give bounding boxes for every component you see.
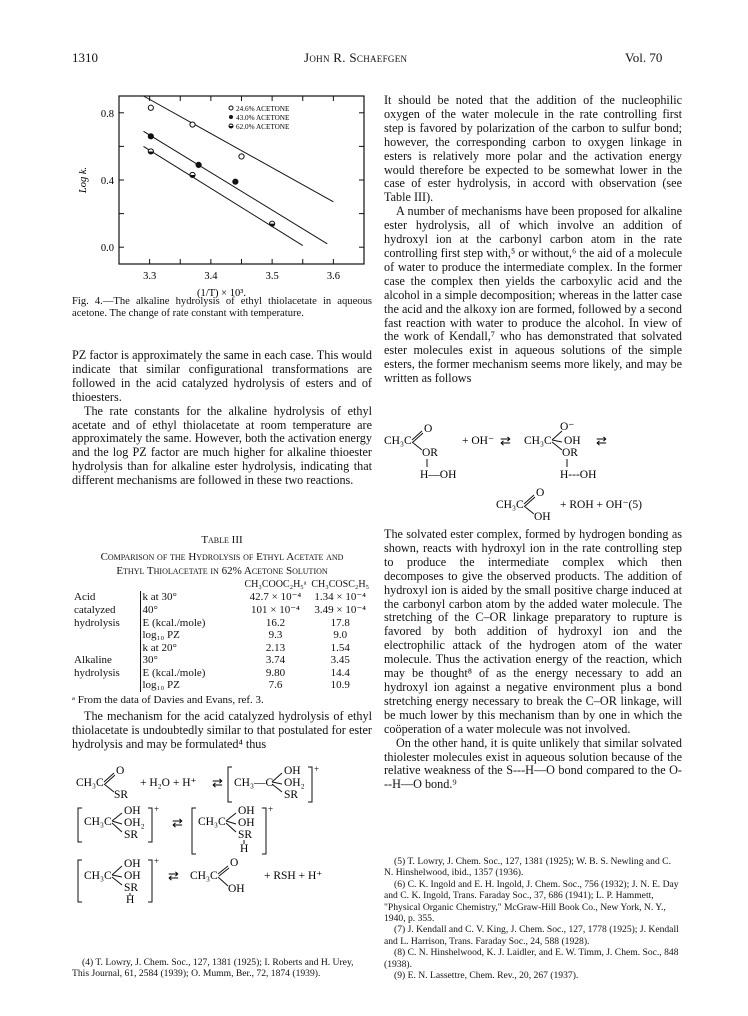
table-row (72, 679, 372, 692)
left-paragraph-1: PZ factor is approximately the same in each case. This would indicate that similar configurational transformations are followed in the acid catalyzed hydrolysis of esters and of thioesters. (72, 348, 372, 404)
table-cell: log₁₀ PZ (140, 679, 242, 692)
table-3 (72, 534, 372, 708)
scheme-text: + RSH + H⁺ (264, 870, 323, 882)
svg-text:⇄: ⇄ (596, 433, 607, 448)
volume-label: Vol. 70 (625, 50, 663, 65)
table-cell: 3.49 × 10⁻⁴ (314, 603, 367, 616)
scheme-text: OH (124, 805, 141, 817)
scheme-text: OR (422, 447, 438, 459)
scheme-text: CH₃C (76, 777, 104, 789)
scheme-text: OH (124, 870, 141, 882)
scheme-text: OH (124, 858, 141, 870)
svg-text:⇄: ⇄ (168, 868, 179, 883)
table-footnote: ᵃ From the data of Davies and Evans, ref. 3. (72, 694, 264, 707)
scheme-text: OH₂ (124, 817, 145, 829)
alkaline-mechanism-scheme (384, 422, 682, 522)
footnote: (9) E. N. Lassettre, Chem. Rev., 20, 267 (1937). (394, 970, 579, 982)
legend-label: 24.6% ACETONE (236, 105, 290, 113)
page-number: 1310 (72, 50, 98, 65)
scheme-text: CH₃C (524, 435, 552, 447)
footnote: (8) C. N. Hinshelwood, K. J. Laidler, and E. W. Timm, J. Chem. Soc., 848 (1938). (384, 947, 679, 970)
table-row (72, 629, 372, 642)
acid-mechanism-scheme (72, 762, 372, 904)
table-cell: 9.80 (265, 666, 286, 679)
table-cell: 101 × 10⁻⁴ (251, 603, 300, 616)
table-cell: 17.8 (330, 616, 350, 629)
svg-text:+: + (154, 856, 160, 866)
right-paragraph-3: The solvated ester complex, formed by hydrogen bonding as shown, reacts with hydroxyl ion in the rate controlling step to produce the intermediate complex which then decomposes to give the observed products. The addition of hydroxyl ion is aided by the small positive charge induced at the carbonyl carbon atom by the added water molecule. The stretching of the C–OR linkage preparatory to rupture is favored by both addition of hydroxyl ion and the electrophilic attack of the hydrogen atom of the water molecule. Thus the activation energy of the reaction, which may be thought⁸ of as the energy necessary to add an hydroxyl ion against a negative environment plus a bond stretching energy necessary to break the C–OR linkage, will be much lower by this mechanism than by one in which the coöperation of a water molecule was not involved. (384, 527, 682, 736)
scheme-text: SR (114, 789, 129, 801)
left-column-text (72, 349, 372, 488)
table-cell: 1.54 (330, 641, 350, 654)
right-paragraph-2: A number of mechanisms have been proposed for alkaline ester hydrolysis, all of which involve an addition of hydroxyl ion at the carbonyl carbon atom in the rate controlling first step with,⁵ or without,⁶ the aid of a molecule of water to produce the intermediate complex. In the former case the complex then yields the carboxylic acid and the alcohol in a simple decomposition; whereas in the latter case the acid and the alkoxy ion are formed, followed by a second fast reaction with water to produce the alcohol. In view of the work of Kendall,⁷ who has demonstrated that solvated ester molecules exist in aqueous solutions of the simple esters, the former mechanism seems more likely, and may be written as follows (384, 204, 682, 386)
table-cell (72, 629, 140, 642)
table-cell: Acid (74, 591, 96, 604)
table-cell: k at 20° (140, 642, 242, 655)
table-cell: E (kcal./mole) (140, 617, 242, 630)
table-row (72, 654, 372, 667)
scheme-text: + H₂O + H⁺ (140, 777, 197, 789)
table-cell: k at 30° (140, 591, 242, 604)
x-tick-label: 3.5 (265, 271, 279, 282)
scheme-text: CH₃—C (234, 777, 274, 789)
svg-text:⇄: ⇄ (500, 433, 511, 448)
scheme-text: + ROH + OH⁻(5) (560, 499, 642, 511)
x-axis-label: (1/T) × 10³. (196, 288, 247, 299)
table-row (72, 667, 372, 680)
table-title-line-2: Ethyl Thiolacetate in 62% Acetone Solution (116, 564, 328, 577)
table-cell (72, 679, 140, 692)
footnote: (5) T. Lowry, J. Chem. Soc., 127, 1381 (1925); W. B. S. Newling and C. N. Hinshelwood, ibid., 1357 (1936). (384, 856, 671, 879)
scheme-text: CH₃C (84, 816, 112, 828)
scheme-text: SR (284, 789, 299, 801)
legend-label: 62.0% ACETONE (236, 123, 290, 131)
scheme-text: H---OH (560, 469, 597, 481)
scheme-text: CH₃C (496, 499, 524, 511)
table-cell: 16.2 (265, 616, 286, 629)
table-row (72, 617, 372, 630)
legend-label: 43.0% ACETONE (236, 114, 290, 122)
footnote: (6) C. K. Ingold and E. H. Ingold, J. Chem. Soc., 756 (1932); J. N. E. Day and C. K. Ingold, Trans. Faraday Soc., 37, 686 (1941); L. P. Hammett, "Physical Organic Chemistry," McGraw-Hill Book Co., New York, N. Y., 1940, p. 355. (384, 878, 679, 925)
svg-text:⇄: ⇄ (212, 775, 223, 790)
table-cell: hydrolysis (74, 666, 120, 679)
svg-text:+: + (154, 804, 160, 814)
scheme-text: H (240, 843, 249, 855)
scheme-text: OH (228, 883, 245, 895)
running-author: John R. Schaefgen (304, 50, 408, 65)
scheme-text: SR (238, 829, 253, 841)
table-cell: catalyzed (74, 603, 116, 616)
table-cell: 14.4 (330, 666, 350, 679)
scheme-text: CH₃C (384, 435, 412, 447)
table-cell: 30° (140, 654, 242, 667)
scheme-text: OH (284, 765, 301, 777)
table-cell: log₁₀ PZ (140, 629, 242, 642)
table-cell: 42.7 × 10⁻⁴ (249, 591, 302, 604)
scheme-text: OH (238, 805, 255, 817)
left-paragraph-3: The mechanism for the acid catalyzed hydrolysis of ethyl thiolacetate is undoubtedly similar to that postulated for ester hydrolysis and may be formulated⁴ thus (72, 709, 372, 751)
scheme-text: OH (564, 435, 581, 447)
data-point (233, 179, 238, 184)
scheme-text: O⁻ (560, 422, 575, 433)
table-cell: 9.3 (268, 629, 283, 642)
data-point (190, 122, 195, 127)
right-column-text (384, 94, 682, 386)
table-cell: E (kcal./mole) (140, 667, 242, 680)
table-label: Table III (201, 534, 243, 546)
table-cell: 3.74 (265, 654, 286, 667)
data-point (239, 154, 244, 159)
figure-4-plot (72, 86, 372, 301)
y-tick-label: 0.0 (100, 243, 114, 255)
fit-line (144, 146, 303, 245)
scheme-text: OH₂ (284, 777, 305, 789)
table-cell: 40° (140, 604, 242, 617)
scheme-text: SR (124, 829, 139, 841)
table-title-line-1: Comparison of the Hydrolysis of Ethyl Acetate and (100, 550, 344, 563)
footnote: (7) J. Kendall and C. V. King, J. Chem. Soc., 127, 1778 (1925); J. Kendall and L. Harrison, Trans. Faraday Soc., 24, 588 (1928). (384, 924, 679, 947)
fit-line (144, 131, 328, 244)
x-tick-label: 3.4 (204, 271, 218, 282)
table-cell: 10.9 (330, 679, 350, 692)
scheme-text: OH (534, 511, 551, 522)
y-tick-label: 0.8 (100, 108, 114, 120)
scheme-text: O (536, 487, 545, 499)
legend-marker (229, 106, 233, 110)
table-cell (72, 642, 140, 655)
table-body (72, 579, 372, 692)
y-axis-label: Log k. (78, 166, 89, 194)
scheme-text: OH (238, 817, 255, 829)
data-point (148, 134, 153, 139)
scheme-text: H—OH (420, 469, 457, 481)
x-tick-label: 3.6 (326, 271, 340, 282)
left-column-text-2 (72, 710, 372, 752)
table-row (72, 642, 372, 655)
left-paragraph-2: The rate constants for the alkaline hydrolysis of ethyl acetate and of ethyl thiolacetate at room temperature are approximately the same. However, both the activation energy and the log PZ factor are much higher for alkaline thioester hydrolysis than for alkaline ester hydrolysis, indicating that different mechanisms are followed in these two reactions. (72, 403, 372, 488)
table-col-header: CH₃COOC₂H₅ᵃ (244, 578, 307, 590)
scheme-text: OR (562, 447, 578, 459)
legend-marker (229, 115, 233, 119)
x-tick-label: 3.3 (143, 271, 157, 282)
table-cell: Alkaline (74, 654, 112, 667)
right-column-text-2 (384, 528, 682, 792)
scheme-text: O (424, 423, 433, 435)
scheme-text: CH₃C (198, 816, 226, 828)
data-point (196, 162, 201, 167)
scheme-text: O (116, 765, 125, 777)
svg-text:+: + (314, 764, 320, 774)
scheme-text: SR (124, 882, 139, 894)
table-cell: 7.6 (268, 679, 283, 692)
table-cell: hydrolysis (74, 616, 120, 629)
table-col-header: CH₃COSC₂H₅ (311, 578, 370, 590)
left-footnotes (72, 957, 372, 980)
footnote-4: (4) T. Lowry, J. Chem. Soc., 127, 1381 (1925); I. Roberts and H. Urey, This Journal, 61, 2584 (1939); O. Mumm, Ber., 72, 1874 (1939). (72, 957, 354, 980)
scheme-text: H (126, 894, 135, 904)
data-point (148, 105, 153, 110)
svg-text:⇄: ⇄ (172, 815, 183, 830)
figure-caption: Fig. 4.—The alkaline hydrolysis of ethyl thiolacetate in aqueous acetone. The change of rate constant with temperature. (72, 296, 372, 320)
right-paragraph-1: It should be noted that the addition of the nucleophilic oxygen of the water molecule in the rate controlling first step is favored by polarization of the carbon to sulfur bond; however, the corresponding carbon to oxygen linkage in esters is relatively more polar and the activation energy would therefore be expected to be somewhat lower in the case of ester hydrolysis, in accord with observation (see Table III). (384, 93, 682, 205)
table-cell: 2.13 (265, 641, 286, 654)
right-footnotes (384, 856, 682, 981)
table-row (72, 604, 372, 617)
svg-text:+: + (268, 804, 274, 814)
table-cell: 9.0 (333, 629, 348, 642)
table-row (72, 591, 372, 604)
scheme-text: O (230, 857, 239, 869)
scheme-text: CH₃C (84, 870, 112, 882)
right-paragraph-4: On the other hand, it is quite unlikely that similar solvated thiolester molecules exist in aqueous solution because of the relative weakness of the S---H—O bond compared to the O---H—O bond.⁹ (384, 735, 682, 792)
scheme-text: CH₃C (190, 870, 218, 882)
table-cell: 1.34 × 10⁻⁴ (314, 591, 367, 604)
scheme-text: + OH⁻ (462, 435, 495, 447)
table-cell: 3.45 (330, 654, 350, 667)
y-tick-label: 0.4 (100, 176, 114, 187)
